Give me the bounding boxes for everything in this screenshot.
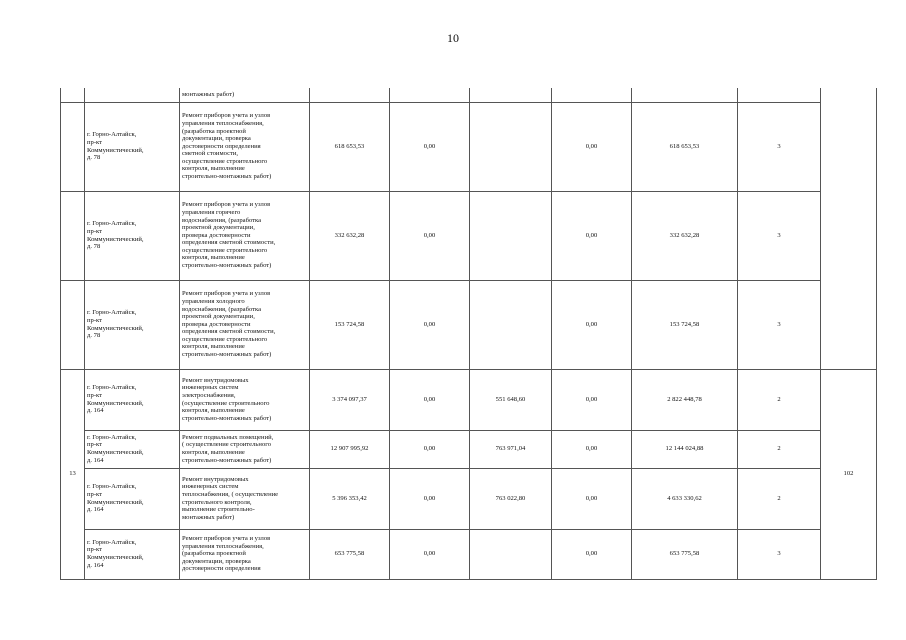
address-line: г. Горно-Алтайск, bbox=[87, 384, 137, 392]
cost-c4-cell: 0,00 bbox=[552, 468, 632, 529]
work-line: управления холодного bbox=[182, 297, 245, 305]
work-line: строительного контроля, bbox=[182, 498, 252, 506]
work-line: проектной документации, bbox=[182, 224, 255, 232]
address-line: д. 164 bbox=[87, 561, 104, 569]
rank-cell: 2 bbox=[738, 468, 821, 529]
work-cell bbox=[180, 88, 310, 102]
cost-c4-cell: 0,00 bbox=[552, 369, 632, 430]
table-row bbox=[61, 369, 877, 430]
table-row bbox=[61, 529, 877, 579]
address-line: г. Горно-Алтайск, bbox=[87, 309, 137, 317]
work-line: достоверности определения bbox=[182, 142, 261, 150]
work-cell bbox=[180, 468, 310, 529]
work-line: управления горячего bbox=[182, 208, 241, 216]
cost-c3-cell: 763 022,80 bbox=[470, 468, 552, 529]
work-line: Ремонт подвальных помещений, bbox=[182, 433, 274, 441]
work-line: управления теплоснабжения, bbox=[182, 542, 264, 550]
cost-total-cell: 3 374 097,37 bbox=[310, 369, 390, 430]
address-cell bbox=[85, 468, 180, 529]
cost-total-cell: 5 396 353,42 bbox=[310, 468, 390, 529]
work-line: водоснабжения, (разработка bbox=[182, 305, 262, 313]
cost-c3-cell bbox=[470, 102, 552, 191]
table-row-fragment bbox=[61, 88, 877, 102]
cost-c5-cell: 332 632,28 bbox=[632, 191, 738, 280]
address-line: Коммунистический, bbox=[87, 324, 144, 332]
cost-c4-cell: 0,00 bbox=[552, 280, 632, 369]
address-line: д. 164 bbox=[87, 407, 104, 415]
address-line: пр-кт bbox=[87, 391, 103, 399]
address-line: Коммунистический, bbox=[87, 146, 144, 154]
address-cell bbox=[85, 430, 180, 468]
rank-cell: 3 bbox=[738, 191, 821, 280]
address-line: д. 78 bbox=[87, 332, 101, 340]
work-line: управления теплоснабжения, bbox=[182, 119, 264, 127]
address-line: г. Горно-Алтайск, bbox=[87, 483, 137, 491]
address-line: г. Горно-Алтайск, bbox=[87, 131, 137, 139]
work-line: проектной документации, bbox=[182, 313, 255, 321]
cost-c3-cell bbox=[470, 280, 552, 369]
address-line: Коммунистический, bbox=[87, 235, 144, 243]
address-cell bbox=[85, 88, 180, 102]
address-cell bbox=[85, 280, 180, 369]
cost-c4-cell: 0,00 bbox=[552, 102, 632, 191]
address-line: г. Горно-Алтайск, bbox=[87, 220, 137, 228]
address-line: д. 164 bbox=[87, 506, 104, 514]
work-line: контроля, выполнение bbox=[182, 254, 245, 262]
table-row bbox=[61, 191, 877, 280]
work-line: водоснабжения, (разработка bbox=[182, 216, 262, 224]
work-line: сметной стоимости, bbox=[182, 150, 239, 158]
work-line: осуществление строительного bbox=[182, 157, 268, 165]
page-number: 10 bbox=[447, 31, 459, 45]
address-cell bbox=[85, 529, 180, 579]
work-line: определения сметной стоимости, bbox=[182, 328, 276, 336]
work-line: достоверности определения bbox=[182, 565, 261, 573]
cost-c2-cell: 0,00 bbox=[390, 369, 470, 430]
works-table bbox=[60, 88, 877, 580]
index-cell bbox=[61, 102, 85, 191]
cost-c4-cell: 0,00 bbox=[552, 191, 632, 280]
cost-total-cell bbox=[310, 88, 390, 102]
address-line: пр-кт bbox=[87, 227, 103, 235]
work-line: строительно-монтажных работ) bbox=[182, 456, 272, 464]
work-line: (разработка проектной bbox=[182, 127, 246, 135]
work-line: монтажных работ) bbox=[182, 90, 235, 98]
cost-c2-cell: 0,00 bbox=[390, 430, 470, 468]
work-line: Ремонт приборов учета и узлов bbox=[182, 535, 271, 543]
cost-c2-cell: 0,00 bbox=[390, 468, 470, 529]
address-line: д. 78 bbox=[87, 243, 101, 251]
cost-c5-cell: 12 144 024,88 bbox=[632, 430, 738, 468]
cost-c4-cell: 0,00 bbox=[552, 430, 632, 468]
cost-total-cell: 12 907 995,92 bbox=[310, 430, 390, 468]
cost-col4-cell bbox=[552, 88, 632, 102]
cost-col3-cell bbox=[470, 88, 552, 102]
cost-c2-cell: 0,00 bbox=[390, 529, 470, 579]
work-line: контроля, выполнение bbox=[182, 343, 245, 351]
rank-cell bbox=[738, 88, 821, 102]
work-line: осуществление строительного bbox=[182, 335, 268, 343]
rank-cell: 2 bbox=[738, 430, 821, 468]
index-cell bbox=[61, 280, 85, 369]
cost-c5-cell: 618 653,53 bbox=[632, 102, 738, 191]
work-line: теплоснабжения, ( осуществление bbox=[182, 490, 279, 498]
work-line: документации, проверка bbox=[182, 557, 251, 565]
work-line: Ремонт приборов учета и узлов bbox=[182, 201, 271, 209]
cost-c2-cell: 0,00 bbox=[390, 191, 470, 280]
cost-c2-cell: 0,00 bbox=[390, 102, 470, 191]
work-line: проверка достоверности bbox=[182, 320, 251, 328]
address-line: д. 164 bbox=[87, 456, 104, 464]
work-line: (осуществление строительного bbox=[182, 399, 270, 407]
rank-cell: 3 bbox=[738, 102, 821, 191]
address-line: пр-кт bbox=[87, 490, 103, 498]
cost-c5-cell: 653 775,58 bbox=[632, 529, 738, 579]
work-line: инженерных систем bbox=[182, 384, 239, 392]
index-cell bbox=[61, 88, 85, 102]
address-line: Коммунистический, bbox=[87, 498, 144, 506]
work-line: контроля, выполнение bbox=[182, 165, 245, 173]
work-line: контроля, выполнение bbox=[182, 449, 245, 456]
address-line: Коммунистический, bbox=[87, 554, 144, 561]
cost-c3-cell: 551 648,60 bbox=[470, 369, 552, 430]
table-row bbox=[61, 430, 877, 468]
work-line: определения сметной стоимости, bbox=[182, 239, 276, 247]
cost-c5-cell: 2 822 448,78 bbox=[632, 369, 738, 430]
address-line: пр-кт bbox=[87, 546, 103, 554]
work-line: Ремонт внутридомовых bbox=[182, 376, 249, 384]
address-cell bbox=[85, 102, 180, 191]
work-line: Ремонт приборов учета и узлов bbox=[182, 112, 271, 120]
table-row bbox=[61, 102, 877, 191]
cost-col2-cell bbox=[390, 88, 470, 102]
work-line: выполнение строительно- bbox=[182, 506, 255, 514]
work-line: строительно-монтажных работ) bbox=[182, 173, 272, 181]
cost-c3-cell bbox=[470, 529, 552, 579]
cost-total-cell: 618 653,53 bbox=[310, 102, 390, 191]
group-index-cell: 13 bbox=[61, 369, 85, 579]
work-line: строительно-монтажных работ) bbox=[182, 262, 272, 270]
address-line: г. Горно-Алтайск, bbox=[87, 538, 137, 546]
cost-col5-cell bbox=[632, 88, 738, 102]
work-line: документации, проверка bbox=[182, 135, 251, 143]
cost-total-cell: 153 724,58 bbox=[310, 280, 390, 369]
work-line: осуществление строительного bbox=[182, 246, 268, 254]
address-line: Коммунистический, bbox=[87, 449, 144, 456]
cost-total-cell: 653 775,58 bbox=[310, 529, 390, 579]
address-line: пр-кт bbox=[87, 316, 103, 324]
cost-c2-cell: 0,00 bbox=[390, 280, 470, 369]
address-cell bbox=[85, 191, 180, 280]
table-row bbox=[61, 280, 877, 369]
work-line: электроснабжения, bbox=[182, 391, 236, 399]
work-cell bbox=[180, 430, 310, 468]
address-cell bbox=[85, 369, 180, 430]
cost-c3-cell bbox=[470, 191, 552, 280]
total-cell-prev bbox=[821, 88, 877, 369]
work-cell bbox=[180, 102, 310, 191]
rank-cell: 3 bbox=[738, 529, 821, 579]
rank-cell: 3 bbox=[738, 280, 821, 369]
address-line: д. 78 bbox=[87, 154, 101, 162]
address-line: пр-кт bbox=[87, 441, 103, 449]
cost-c5-cell: 4 633 330,62 bbox=[632, 468, 738, 529]
work-line: проверка достоверности bbox=[182, 231, 251, 239]
address-line: пр-кт bbox=[87, 138, 103, 146]
work-cell bbox=[180, 369, 310, 430]
work-line: инженерных систем bbox=[182, 483, 239, 491]
work-line: строительно-монтажных работ) bbox=[182, 414, 272, 422]
work-line: Ремонт приборов учета и узлов bbox=[182, 290, 271, 298]
work-line: Ремонт внутридомовых bbox=[182, 475, 249, 483]
work-cell bbox=[180, 529, 310, 579]
table-row bbox=[61, 468, 877, 529]
cost-c4-cell: 0,00 bbox=[552, 529, 632, 579]
index-cell bbox=[61, 191, 85, 280]
work-line: (разработка проектной bbox=[182, 550, 246, 558]
cost-c3-cell: 763 971,04 bbox=[470, 430, 552, 468]
work-line: строительно-монтажных работ) bbox=[182, 351, 272, 359]
work-line: ( осуществление строительного bbox=[182, 441, 272, 449]
work-line: монтажных работ) bbox=[182, 513, 235, 521]
cost-total-cell: 332 632,28 bbox=[310, 191, 390, 280]
rank-cell: 2 bbox=[738, 369, 821, 430]
cost-c5-cell: 153 724,58 bbox=[632, 280, 738, 369]
group-total-cell: 102 bbox=[821, 369, 877, 579]
work-cell bbox=[180, 280, 310, 369]
address-line: г. Горно-Алтайск, bbox=[87, 433, 137, 441]
work-cell bbox=[180, 191, 310, 280]
work-line: контроля, выполнение bbox=[182, 407, 245, 415]
address-line: Коммунистический, bbox=[87, 399, 144, 407]
